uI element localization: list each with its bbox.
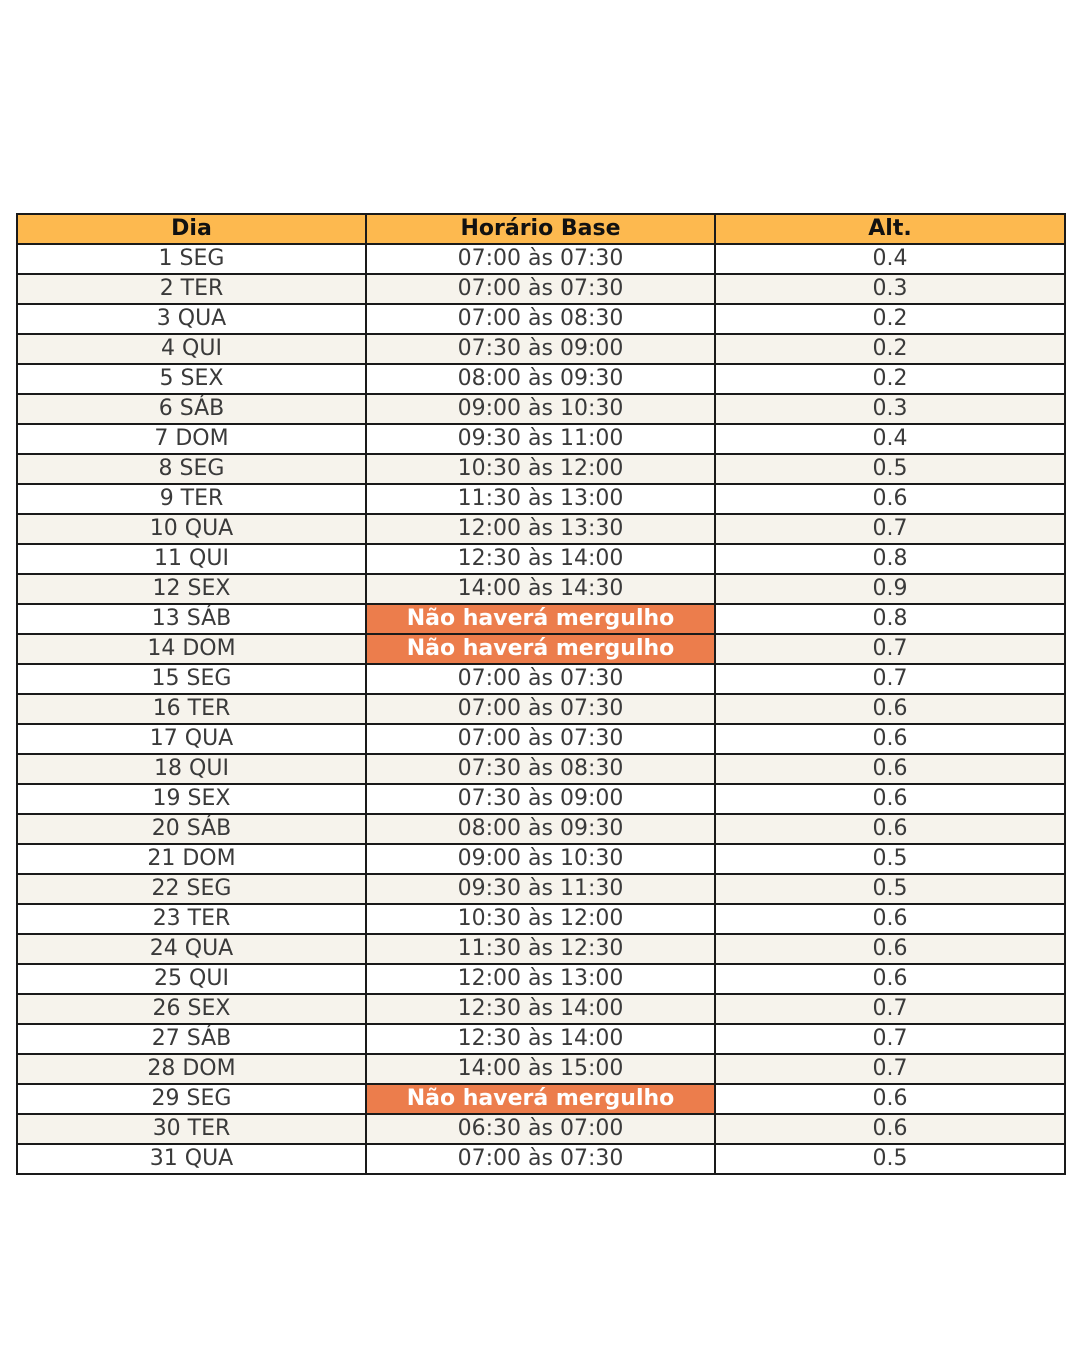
time-cell: 12:00 às 13:30 [366, 514, 715, 544]
table-row [17, 664, 1065, 694]
alt-cell: 0.2 [715, 334, 1065, 364]
alt-cell: 0.6 [715, 964, 1065, 994]
alt-cell: 0.7 [715, 634, 1065, 664]
day-cell: 26 SEX [17, 994, 366, 1024]
alt-cell: 0.3 [715, 274, 1065, 304]
alt-cell: 0.5 [715, 1144, 1065, 1174]
alt-cell: 0.4 [715, 244, 1065, 274]
time-cell: 09:30 às 11:00 [366, 424, 715, 454]
time-cell: 08:00 às 09:30 [366, 364, 715, 394]
alt-cell: 0.7 [715, 514, 1065, 544]
time-cell: 14:00 às 14:30 [366, 574, 715, 604]
time-cell: 08:00 às 09:30 [366, 814, 715, 844]
alt-cell: 0.7 [715, 994, 1065, 1024]
alt-cell: 0.5 [715, 844, 1065, 874]
table-row [17, 844, 1065, 874]
alt-cell: 0.2 [715, 304, 1065, 334]
alt-cell: 0.7 [715, 664, 1065, 694]
header-alt: Alt. [715, 214, 1065, 244]
table-row [17, 304, 1065, 334]
day-cell: 29 SEG [17, 1084, 366, 1114]
table-row [17, 634, 1065, 664]
no-dive-cell: Não haverá mergulho [366, 1084, 715, 1114]
table-row [17, 904, 1065, 934]
day-cell: 4 QUI [17, 334, 366, 364]
time-cell: 07:00 às 08:30 [366, 304, 715, 334]
day-cell: 18 QUI [17, 754, 366, 784]
table-row [17, 1114, 1065, 1144]
table-row [17, 424, 1065, 454]
table-row [17, 1084, 1065, 1114]
day-cell: 28 DOM [17, 1054, 366, 1084]
day-cell: 13 SÁB [17, 604, 366, 634]
alt-cell: 0.6 [715, 694, 1065, 724]
time-cell: 11:30 às 13:00 [366, 484, 715, 514]
alt-cell: 0.6 [715, 814, 1065, 844]
table-row [17, 964, 1065, 994]
header-time: Horário Base [366, 214, 715, 244]
day-cell: 16 TER [17, 694, 366, 724]
alt-cell: 0.8 [715, 604, 1065, 634]
table-header [17, 214, 1065, 244]
day-cell: 31 QUA [17, 1144, 366, 1174]
alt-cell: 0.6 [715, 724, 1065, 754]
day-cell: 1 SEG [17, 244, 366, 274]
time-cell: 14:00 às 15:00 [366, 1054, 715, 1084]
day-cell: 10 QUA [17, 514, 366, 544]
time-cell: 07:30 às 09:00 [366, 334, 715, 364]
day-cell: 8 SEG [17, 454, 366, 484]
day-cell: 27 SÁB [17, 1024, 366, 1054]
table-row [17, 484, 1065, 514]
time-cell: 09:00 às 10:30 [366, 394, 715, 424]
table-body [17, 244, 1065, 1174]
table-row [17, 394, 1065, 424]
alt-cell: 0.6 [715, 1114, 1065, 1144]
alt-cell: 0.4 [715, 424, 1065, 454]
alt-cell: 0.7 [715, 1024, 1065, 1054]
day-cell: 3 QUA [17, 304, 366, 334]
day-cell: 7 DOM [17, 424, 366, 454]
alt-cell: 0.8 [715, 544, 1065, 574]
table-row [17, 694, 1065, 724]
time-cell: 06:30 às 07:00 [366, 1114, 715, 1144]
day-cell: 30 TER [17, 1114, 366, 1144]
time-cell: 09:00 às 10:30 [366, 844, 715, 874]
day-cell: 15 SEG [17, 664, 366, 694]
alt-cell: 0.6 [715, 754, 1065, 784]
time-cell: 07:00 às 07:30 [366, 664, 715, 694]
alt-cell: 0.7 [715, 1054, 1065, 1084]
time-cell: 07:30 às 08:30 [366, 754, 715, 784]
day-cell: 6 SÁB [17, 394, 366, 424]
table-row [17, 364, 1065, 394]
table-row [17, 274, 1065, 304]
table-row [17, 1054, 1065, 1084]
day-cell: 17 QUA [17, 724, 366, 754]
day-cell: 25 QUI [17, 964, 366, 994]
table-row [17, 724, 1065, 754]
table-row [17, 994, 1065, 1024]
day-cell: 19 SEX [17, 784, 366, 814]
day-cell: 9 TER [17, 484, 366, 514]
no-dive-cell: Não haverá mergulho [366, 634, 715, 664]
time-cell: 07:00 às 07:30 [366, 694, 715, 724]
header-day: Dia [17, 214, 366, 244]
alt-cell: 0.6 [715, 784, 1065, 814]
header-row [17, 214, 1065, 244]
time-cell: 07:00 às 07:30 [366, 244, 715, 274]
table-row [17, 784, 1065, 814]
day-cell: 2 TER [17, 274, 366, 304]
alt-cell: 0.6 [715, 484, 1065, 514]
time-cell: 12:30 às 14:00 [366, 994, 715, 1024]
table-row [17, 454, 1065, 484]
time-cell: 12:30 às 14:00 [366, 544, 715, 574]
time-cell: 07:00 às 07:30 [366, 274, 715, 304]
table-row [17, 1144, 1065, 1174]
day-cell: 21 DOM [17, 844, 366, 874]
day-cell: 23 TER [17, 904, 366, 934]
table-row [17, 814, 1065, 844]
time-cell: 07:00 às 07:30 [366, 724, 715, 754]
alt-cell: 0.5 [715, 874, 1065, 904]
table-row [17, 754, 1065, 784]
time-cell: 09:30 às 11:30 [366, 874, 715, 904]
day-cell: 24 QUA [17, 934, 366, 964]
time-cell: 12:00 às 13:00 [366, 964, 715, 994]
day-cell: 5 SEX [17, 364, 366, 394]
day-cell: 14 DOM [17, 634, 366, 664]
alt-cell: 0.2 [715, 364, 1065, 394]
dive-schedule-table [16, 213, 1066, 1175]
time-cell: 10:30 às 12:00 [366, 904, 715, 934]
alt-cell: 0.3 [715, 394, 1065, 424]
time-cell: 07:30 às 09:00 [366, 784, 715, 814]
alt-cell: 0.9 [715, 574, 1065, 604]
day-cell: 22 SEG [17, 874, 366, 904]
time-cell: 10:30 às 12:00 [366, 454, 715, 484]
table-row [17, 514, 1065, 544]
table-row [17, 244, 1065, 274]
table-row [17, 544, 1065, 574]
table-row [17, 934, 1065, 964]
table-row [17, 1024, 1065, 1054]
time-cell: 12:30 às 14:00 [366, 1024, 715, 1054]
table-row [17, 874, 1065, 904]
time-cell: 07:00 às 07:30 [366, 1144, 715, 1174]
alt-cell: 0.5 [715, 454, 1065, 484]
no-dive-cell: Não haverá mergulho [366, 604, 715, 634]
alt-cell: 0.6 [715, 904, 1065, 934]
time-cell: 11:30 às 12:30 [366, 934, 715, 964]
table-row [17, 574, 1065, 604]
alt-cell: 0.6 [715, 1084, 1065, 1114]
day-cell: 11 QUI [17, 544, 366, 574]
table-row [17, 604, 1065, 634]
day-cell: 12 SEX [17, 574, 366, 604]
day-cell: 20 SÁB [17, 814, 366, 844]
table-row [17, 334, 1065, 364]
alt-cell: 0.6 [715, 934, 1065, 964]
